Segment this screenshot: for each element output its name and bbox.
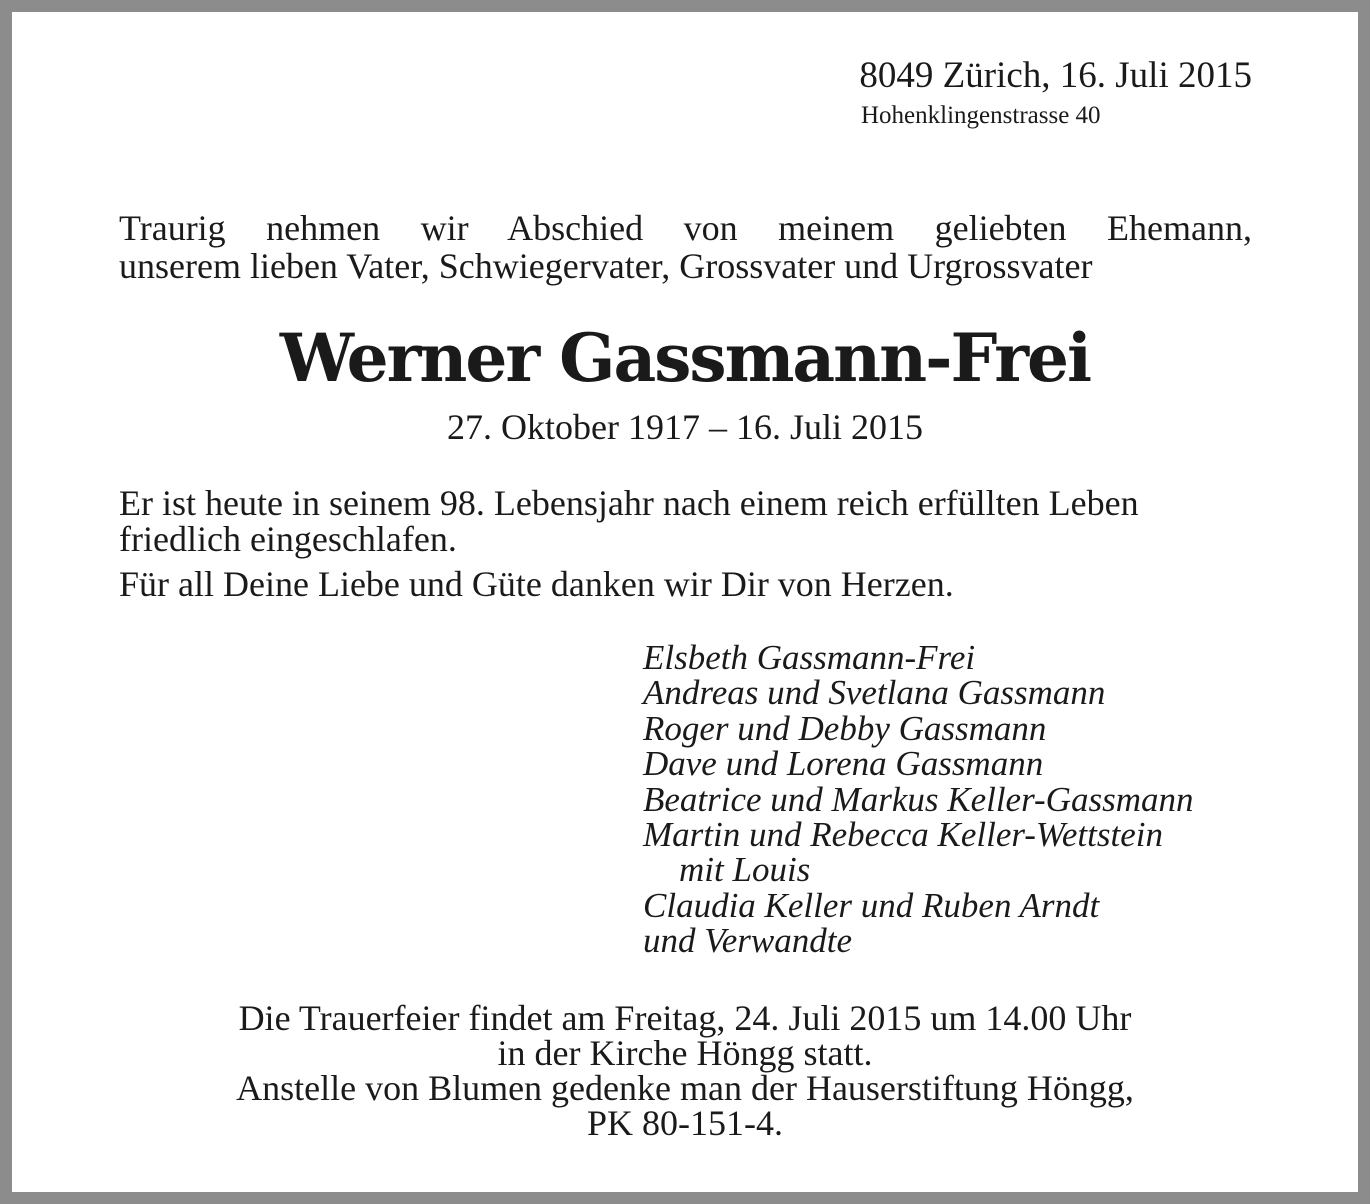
address: Hohenklingenstrasse 40	[861, 102, 1101, 129]
signer: Andreas und Svetlana Gassmann	[643, 673, 1106, 713]
signers-list	[643, 640, 1193, 959]
body-paragraph-2: Für all Deine Liebe und Güte danken wir Dir von Herzen.	[119, 564, 954, 604]
service-line-3: Anstelle von Blumen gedenke man der Hauserstiftung Höngg,	[236, 1068, 1134, 1108]
life-dates: 27. Oktober 1917 – 16. Juli 2015	[447, 407, 923, 447]
signer: Elsbeth Gassmann-Frei	[643, 638, 976, 677]
obituary-notice	[12, 12, 1358, 1192]
intro-line-1: Traurig nehmen wir Abschied von meinem geliebten Ehemann,	[119, 208, 1252, 248]
intro-text	[119, 209, 1252, 285]
service-line-2: in der Kirche Höngg statt.	[497, 1033, 873, 1073]
body-paragraph-1: Er ist heute in seinem 98. Lebensjahr nach einem reich erfüllten Leben friedlich eingeschlafen.	[119, 483, 1139, 559]
deceased-name: Werner Gassmann-Frei	[279, 319, 1091, 397]
signer: Dave und Lorena Gassmann	[643, 744, 1044, 784]
signer: mit Louis	[679, 850, 811, 890]
intro-line-2: unserem lieben Vater, Schwiegervater, Grossvater und Urgrossvater	[119, 246, 1093, 286]
signer: Roger und Debby Gassmann	[643, 708, 1047, 748]
signer: Claudia Keller und Ruben Arndt	[643, 885, 1100, 925]
service-line-1: Die Trauerfeier findet am Freitag, 24. Juli 2015 um 14.00 Uhr	[238, 998, 1132, 1038]
signer: Beatrice und Markus Keller-Gassmann	[643, 779, 1194, 819]
service-line-4: PK 80-151-4.	[587, 1103, 783, 1143]
signer: und Verwandte	[643, 921, 853, 961]
place-date: 8049 Zürich, 16. Juli 2015	[859, 55, 1252, 96]
service-info	[12, 998, 1358, 1143]
signer: Martin und Rebecca Keller-Wettstein	[643, 815, 1163, 855]
